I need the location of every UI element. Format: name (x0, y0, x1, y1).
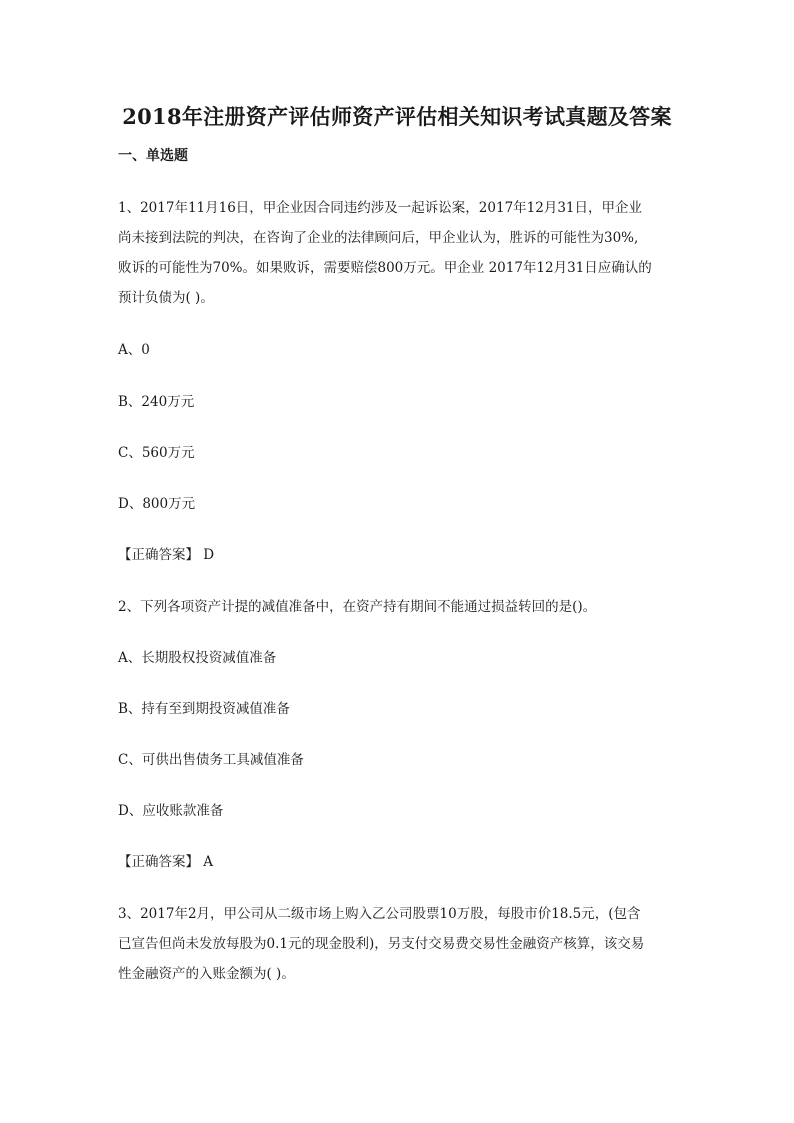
answer-value: A (203, 854, 214, 870)
answer-label: 【正确答案】 (118, 854, 199, 870)
question-2-stem-line-1: 2、下列各项资产计提的减值准备中，在资产持有期间不能通过损益转回的是()。 (118, 599, 597, 615)
question-2-option-b: B、持有至到期投资减值准备 (118, 701, 290, 717)
document-title: 2018年注册资产评估师资产评估相关知识考试真题及答案 (122, 104, 672, 129)
question-1-option-c: C、560万元 (118, 445, 195, 461)
question-1-stem-line-2: 尚未接到法院的判决，在咨询了企业的法律顾问后，甲企业认为，胜诉的可能性为30%, (118, 230, 639, 246)
section-heading: 一、单选题 (118, 148, 188, 164)
answer-value: D (203, 547, 215, 563)
question-2-answer (118, 852, 213, 872)
answer-label: 【正确答案】 (118, 547, 199, 563)
question-1-answer (118, 545, 214, 565)
question-2-option-d: D、应收账款准备 (118, 803, 224, 819)
question-2-option-c: C、可供出售债务工具减值准备 (118, 752, 304, 768)
question-3-stem-line-3: 性金融资产的入账金额为( )。 (118, 966, 295, 982)
question-3-stem-line-2: 已宣告但尚未发放每股为0.1元的现金股利)，另支付交易费交易性金融资产核算，该交易 (118, 936, 645, 952)
question-1-option-a: A、0 (118, 342, 150, 358)
question-1-stem-line-3: 败诉的可能性为70%。如果败诉，需要赔偿800万元。甲企业 2017年12月31日应确认的 (118, 260, 652, 276)
question-1-stem-line-1: 1、2017年11月16日，甲企业因合同违约涉及一起诉讼案，2017年12月31日，甲企业 (118, 200, 643, 216)
question-1-option-b: B、240万元 (118, 394, 195, 410)
question-1-option-d: D、800万元 (118, 496, 196, 512)
question-2-option-a: A、长期股权投资减值准备 (118, 650, 277, 666)
question-3-stem-line-1: 3、2017年2月，甲公司从二级市场上购入乙公司股票10万股，每股市价18.5元，(包含 (118, 906, 641, 922)
question-1-stem-line-4: 预计负债为( )。 (118, 290, 214, 306)
